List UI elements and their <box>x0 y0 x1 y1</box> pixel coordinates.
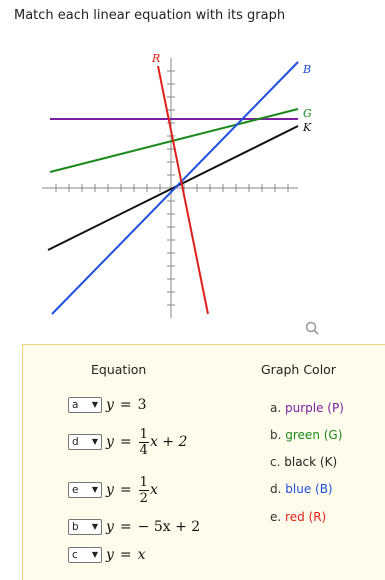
chevron-down-icon: ▼ <box>91 400 98 409</box>
fraction: $\frac{1}{2}$ <box>139 474 148 506</box>
red-line-label: R <box>152 52 161 65</box>
equation-3: y = $\frac{1}{2}$ x <box>106 474 158 506</box>
equation-5-select[interactable] <box>68 547 102 563</box>
green-line-label: G <box>303 107 312 120</box>
red-line <box>158 66 208 314</box>
zoom-icon[interactable] <box>304 320 322 338</box>
equation-row-4 <box>68 516 200 538</box>
question-prompt: Match each linear equation with its graph <box>14 8 286 23</box>
chevron-down-icon: ▼ <box>91 550 98 559</box>
select-value: c <box>72 549 78 561</box>
select-value: a <box>72 399 79 411</box>
equation-4: y = − 5x + 2 <box>106 519 201 535</box>
color-option-green: b. green (G) <box>270 428 343 442</box>
color-option-blue: d. blue (B) <box>270 482 333 496</box>
black-line-label: K <box>303 121 312 134</box>
equation-2: y = $\frac{1}{4}$ x + 2 <box>106 426 188 458</box>
matching-panel <box>22 344 385 580</box>
fraction: $\frac{1}{4}$ <box>139 426 148 458</box>
select-value: d <box>72 436 79 448</box>
equation-3-select[interactable] <box>68 482 102 498</box>
equation-row-5 <box>68 544 146 566</box>
chevron-down-icon: ▼ <box>91 437 98 446</box>
equation-row-1 <box>68 394 147 416</box>
color-option-black: c. black (K) <box>270 455 338 469</box>
chevron-down-icon: ▼ <box>91 485 98 494</box>
graph-color-header: Graph Color <box>261 362 336 377</box>
equation-5: y = x <box>106 547 146 563</box>
chevron-down-icon: ▼ <box>91 522 98 531</box>
equation-2-select[interactable] <box>68 434 102 450</box>
equation-header: Equation <box>91 362 147 377</box>
blue-line-label: B <box>303 63 312 76</box>
select-value: e <box>72 484 79 496</box>
equation-row-3 <box>68 475 158 505</box>
equation-1-select[interactable] <box>68 397 102 413</box>
equation-1: y = 3 <box>106 397 147 413</box>
color-option-red: e. red (R) <box>270 510 327 524</box>
equation-row-2 <box>68 427 187 457</box>
select-value: b <box>72 521 79 533</box>
color-option-purple: a. purple (P) <box>270 401 344 415</box>
equation-4-select[interactable] <box>68 519 102 535</box>
